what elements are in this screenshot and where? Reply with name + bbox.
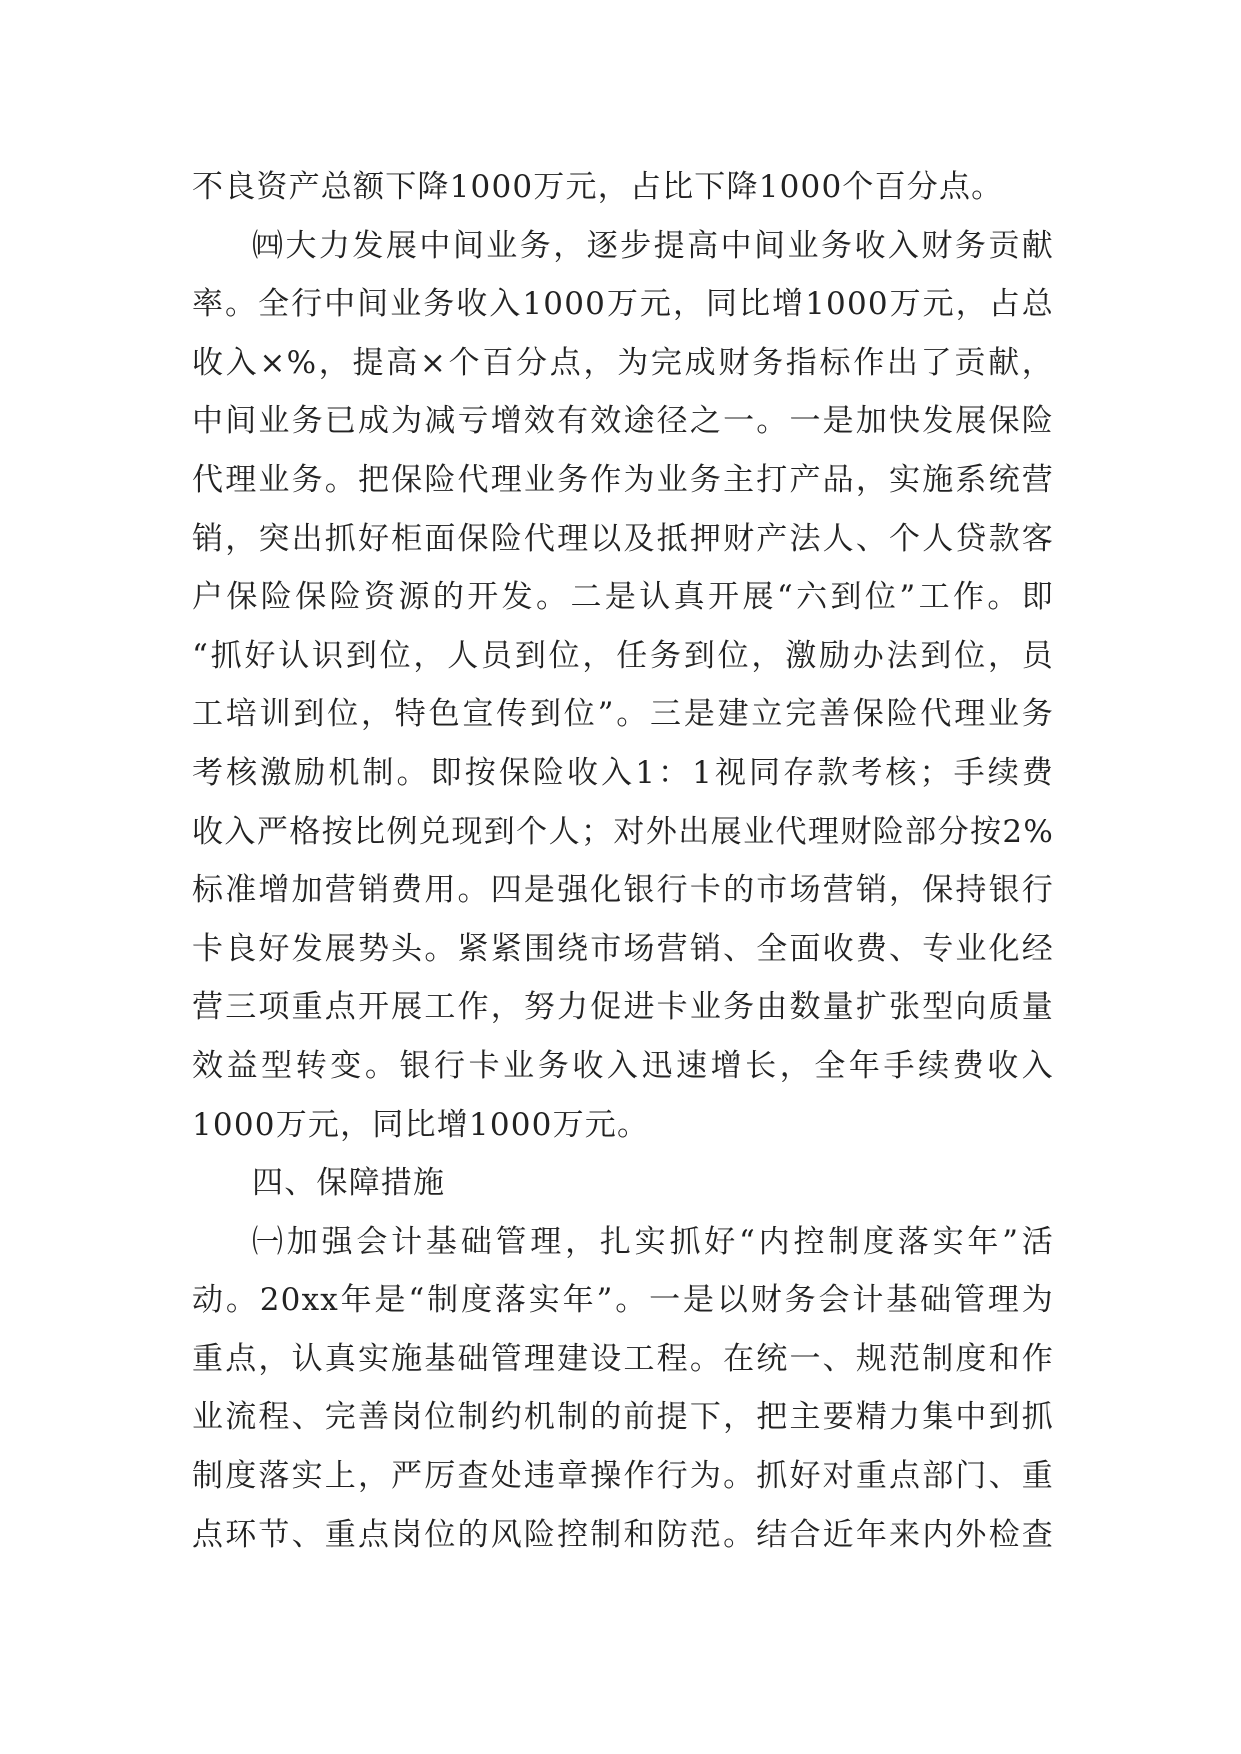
text-line: 中间业务已成为减亏增效有效途径之一。一是加快发展保险 — [192, 403, 1054, 440]
text-line: 1000万元，同比增1000万元。 — [192, 1106, 650, 1143]
section-heading: 四、保障措施 — [252, 1165, 446, 1202]
text-line: 卡良好发展势头。紧紧围绕市场营销、全面收费、专业化经 — [192, 930, 1054, 967]
text-line: 效益型转变。银行卡业务收入迅速增长，全年手续费收入 — [192, 1047, 1054, 1084]
text-line: 动。20xx年是“制度落实年”。一是以财务会计基础管理为 — [192, 1282, 1054, 1319]
text-line: 收入×%，提高×个百分点，为完成财务指标作出了贡献， — [192, 344, 1054, 381]
paragraph-start-line: ㈠加强会计基础管理，扎实抓好“内控制度落实年”活 — [252, 1223, 1054, 1260]
text-line: 制度落实上，严厉查处违章操作行为。抓好对重点部门、重 — [192, 1458, 1054, 1495]
text-line: 重点，认真实施基础管理建设工程。在统一、规范制度和作 — [192, 1340, 1054, 1377]
text-line: 工培训到位，特色宣传到位”。三是建立完善保险代理业务 — [192, 696, 1054, 733]
text-line: 业流程、完善岗位制约机制的前提下，把主要精力集中到抓 — [192, 1399, 1054, 1436]
text-line: 代理业务。把保险代理业务作为业务主打产品，实施系统营 — [192, 461, 1054, 498]
text-line: “抓好认识到位，人员到位，任务到位，激励办法到位，员 — [192, 637, 1054, 674]
text-line: 考核激励机制。即按保险收入1：1视同存款考核；手续费 — [192, 754, 1054, 791]
paragraph-start-line: ㈣大力发展中间业务，逐步提高中间业务收入财务贡献 — [252, 227, 1054, 264]
text-line: 收入严格按比例兑现到个人；对外出展业代理财险部分按2% — [192, 813, 1054, 850]
text-line: 标准增加营销费用。四是强化银行卡的市场营销，保持银行 — [192, 872, 1054, 909]
text-line: 营三项重点开展工作，努力促进卡业务由数量扩张型向质量 — [192, 989, 1054, 1026]
text-line: 户保险保险资源的开发。二是认真开展“六到位”工作。即 — [192, 579, 1054, 616]
text-line: 点环节、重点岗位的风险控制和防范。结合近年来内外检查 — [192, 1516, 1054, 1553]
body-text — [192, 158, 1054, 1564]
text-line: 不良资产总额下降1000万元，占比下降1000个百分点。 — [192, 169, 1004, 205]
text-line: 率。全行中间业务收入1000万元，同比增1000万元，占总 — [192, 286, 1054, 323]
text-line: 销，突出抓好柜面保险代理以及抵押财产法人、个人贷款客 — [192, 520, 1054, 557]
